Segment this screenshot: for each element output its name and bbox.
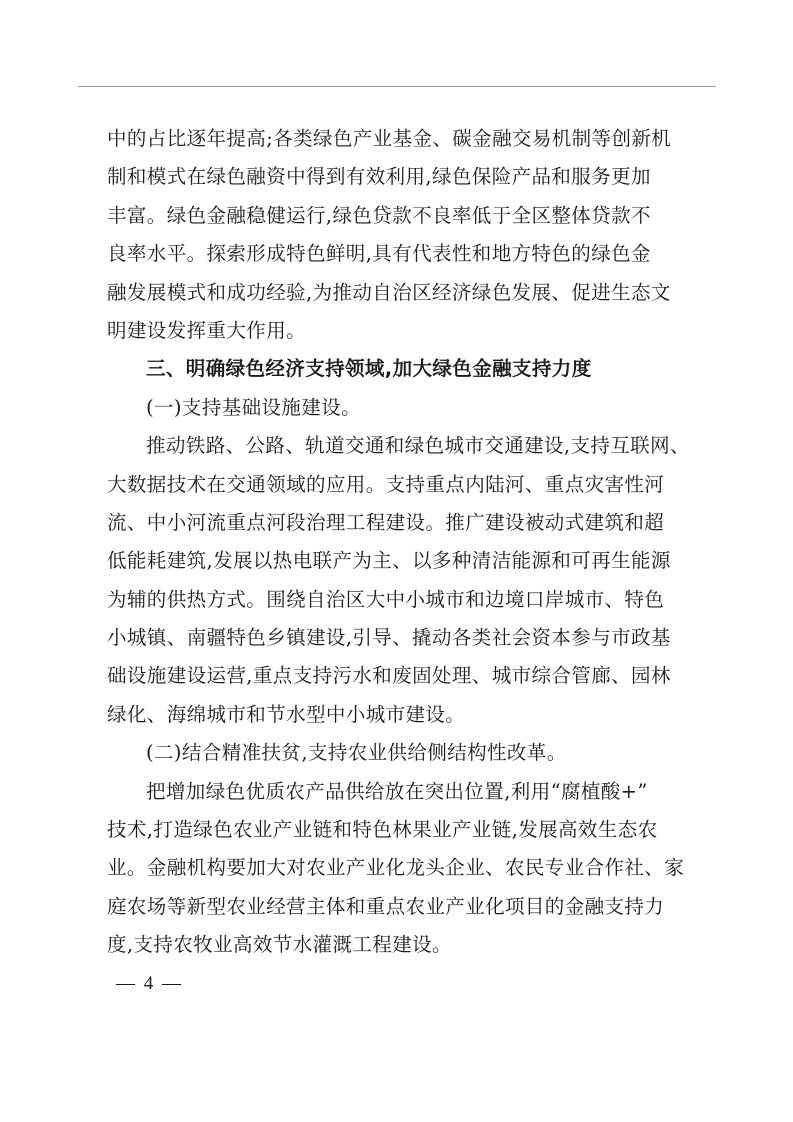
body-text-line: 小城镇、南疆特色乡镇建设,引导、撬动各类社会资本参与市政基 bbox=[107, 626, 671, 650]
body-text-line: 庭农场等新型农业经营主体和重点农业产业化项目的金融支持力 bbox=[107, 894, 665, 918]
body-text-line: 为辅的供热方式。围绕自治区大中小城市和边境口岸城市、特色 bbox=[107, 587, 665, 611]
body-text-line: 大数据技术在交通领域的应用。支持重点内陆河、重点灾害性河 bbox=[107, 472, 665, 496]
body-text-line: 技术,打造绿色农业产业链和特色林果业产业链,发展高效生态农 bbox=[107, 818, 658, 842]
body-text-line: 制和模式在绿色融资中得到有效利用,绿色保险产品和服务更加 bbox=[107, 165, 651, 189]
body-text-line: 础设施建设运营,重点支持污水和废固处理、城市综合管廊、园林 bbox=[107, 664, 671, 688]
subsection-heading: (一)支持基础设施建设。 bbox=[146, 395, 362, 419]
paragraph-first-line: 推动铁路、公路、轨道交通和绿色城市交通建设,支持互联网、 bbox=[146, 434, 690, 458]
page-number: — 4 — bbox=[116, 973, 183, 994]
body-text-line: 丰富。绿色金融稳健运行,绿色贷款不良率低于全区整体贷款不 bbox=[107, 203, 651, 227]
body-text-line: 业。金融机构要加大对农业产业化龙头企业、农民专业合作社、家 bbox=[107, 856, 685, 880]
subsection-heading: (二)结合精准扶贫,支持农业供给侧结构性改革。 bbox=[146, 741, 567, 765]
header-rule bbox=[78, 86, 716, 87]
body-text-line: 绿化、海绵城市和节水型中小城市建设。 bbox=[107, 702, 466, 726]
body-text-line: 良率水平。探索形成特色鲜明,具有代表性和地方特色的绿色金 bbox=[107, 242, 651, 266]
body-text-line: 明建设发挥重大作用。 bbox=[107, 318, 307, 342]
body-text-line: 低能耗建筑,发展以热电联产为主、以多种清洁能源和可再生能源 bbox=[107, 549, 671, 573]
body-text-line: 流、中小河流重点河段治理工程建设。推广建设被动式建筑和超 bbox=[107, 510, 665, 534]
paragraph-first-line: 把增加绿色优质农产品供给放在突出位置,利用“腐植酸+” bbox=[146, 779, 648, 803]
body-text-line: 度,支持农牧业高效节水灌溉工程建设。 bbox=[107, 933, 452, 957]
body-text-line: 融发展模式和成功经验,为推动自治区经济绿色发展、促进生态文 bbox=[107, 280, 671, 304]
body-text-line: 中的占比逐年提高;各类绿色产业基金、碳金融交易机制等创新机 bbox=[107, 127, 672, 150]
section-heading: 三、明确绿色经济支持领域,加大绿色金融支持力度 bbox=[146, 357, 592, 381]
document-body bbox=[107, 124, 692, 969]
